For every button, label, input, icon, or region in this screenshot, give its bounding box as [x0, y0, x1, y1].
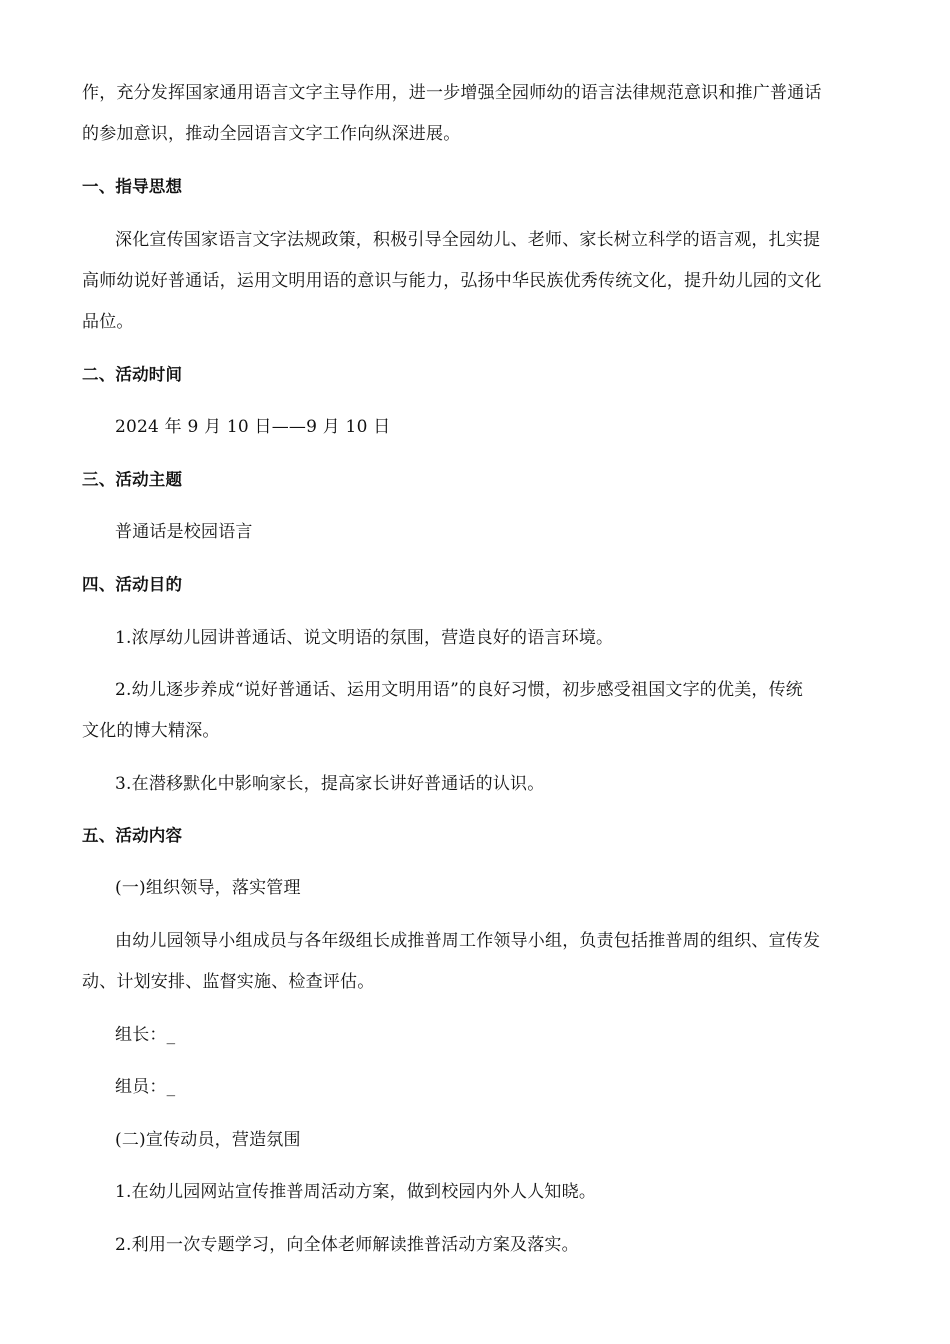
activity-theme-text: 普通话是校园语言 — [115, 522, 253, 542]
content-sub-heading-1: (一)组织领导，落实管理 — [115, 878, 301, 898]
guiding-thought-line-1: 深化宣传国家语言文字法规政策，积极引导全园幼儿、老师、家长树立科学的语言观，扎实提 — [115, 230, 821, 250]
content-sub2-item-2: 2.利用一次专题学习，向全体老师解读推普活动方案及落实。 — [115, 1235, 579, 1255]
section-heading-activity-purpose: 四、活动目的 — [82, 575, 183, 594]
group-members: 组员：_ — [115, 1077, 176, 1097]
content-sub1-line-2: 动、计划安排、监督实施、检查评估。 — [82, 972, 375, 992]
purpose-item-1: 1.浓厚幼儿园讲普通话、说文明语的氛围，营造良好的语言环境。 — [115, 628, 614, 648]
purpose-item-2-line-2: 文化的博大精深。 — [82, 721, 220, 741]
section-heading-guiding-thought: 一、指导思想 — [82, 177, 183, 196]
activity-time-text: 2024 年 9 月 10 日——9 月 10 日 — [115, 417, 391, 437]
section-heading-activity-theme: 三、活动主题 — [82, 470, 183, 489]
section-heading-activity-time: 二、活动时间 — [82, 365, 183, 384]
content-sub-heading-2: (二)宣传动员，营造氛围 — [115, 1130, 301, 1150]
section-heading-activity-content: 五、活动内容 — [82, 826, 183, 845]
content-sub1-line-1: 由幼儿园领导小组成员与各年级组长成推普周工作领导小组，负责包括推普周的组织、宣传发 — [115, 931, 821, 951]
guiding-thought-line-3: 品位。 — [82, 312, 134, 332]
purpose-item-2-line-1: 2.幼儿逐步养成“说好普通话、运用文明用语”的良好习惯，初步感受祖国文字的优美，传统 — [115, 680, 803, 700]
intro-line-1: 作，充分发挥国家通用语言文字主导作用，进一步增强全园师幼的语言法律规范意识和推广普通话 — [82, 83, 822, 103]
group-leader: 组长：_ — [115, 1025, 176, 1045]
guiding-thought-line-2: 高师幼说好普通话，运用文明用语的意识与能力，弘扬中华民族优秀传统文化，提升幼儿园的文化 — [82, 271, 822, 291]
purpose-item-3: 3.在潜移默化中影响家长，提高家长讲好普通话的认识。 — [115, 774, 545, 794]
content-sub2-item-1: 1.在幼儿园网站宣传推普周活动方案，做到校园内外人人知晓。 — [115, 1182, 597, 1202]
intro-line-2: 的参加意识，推动全园语言文字工作向纵深进展。 — [82, 124, 461, 144]
